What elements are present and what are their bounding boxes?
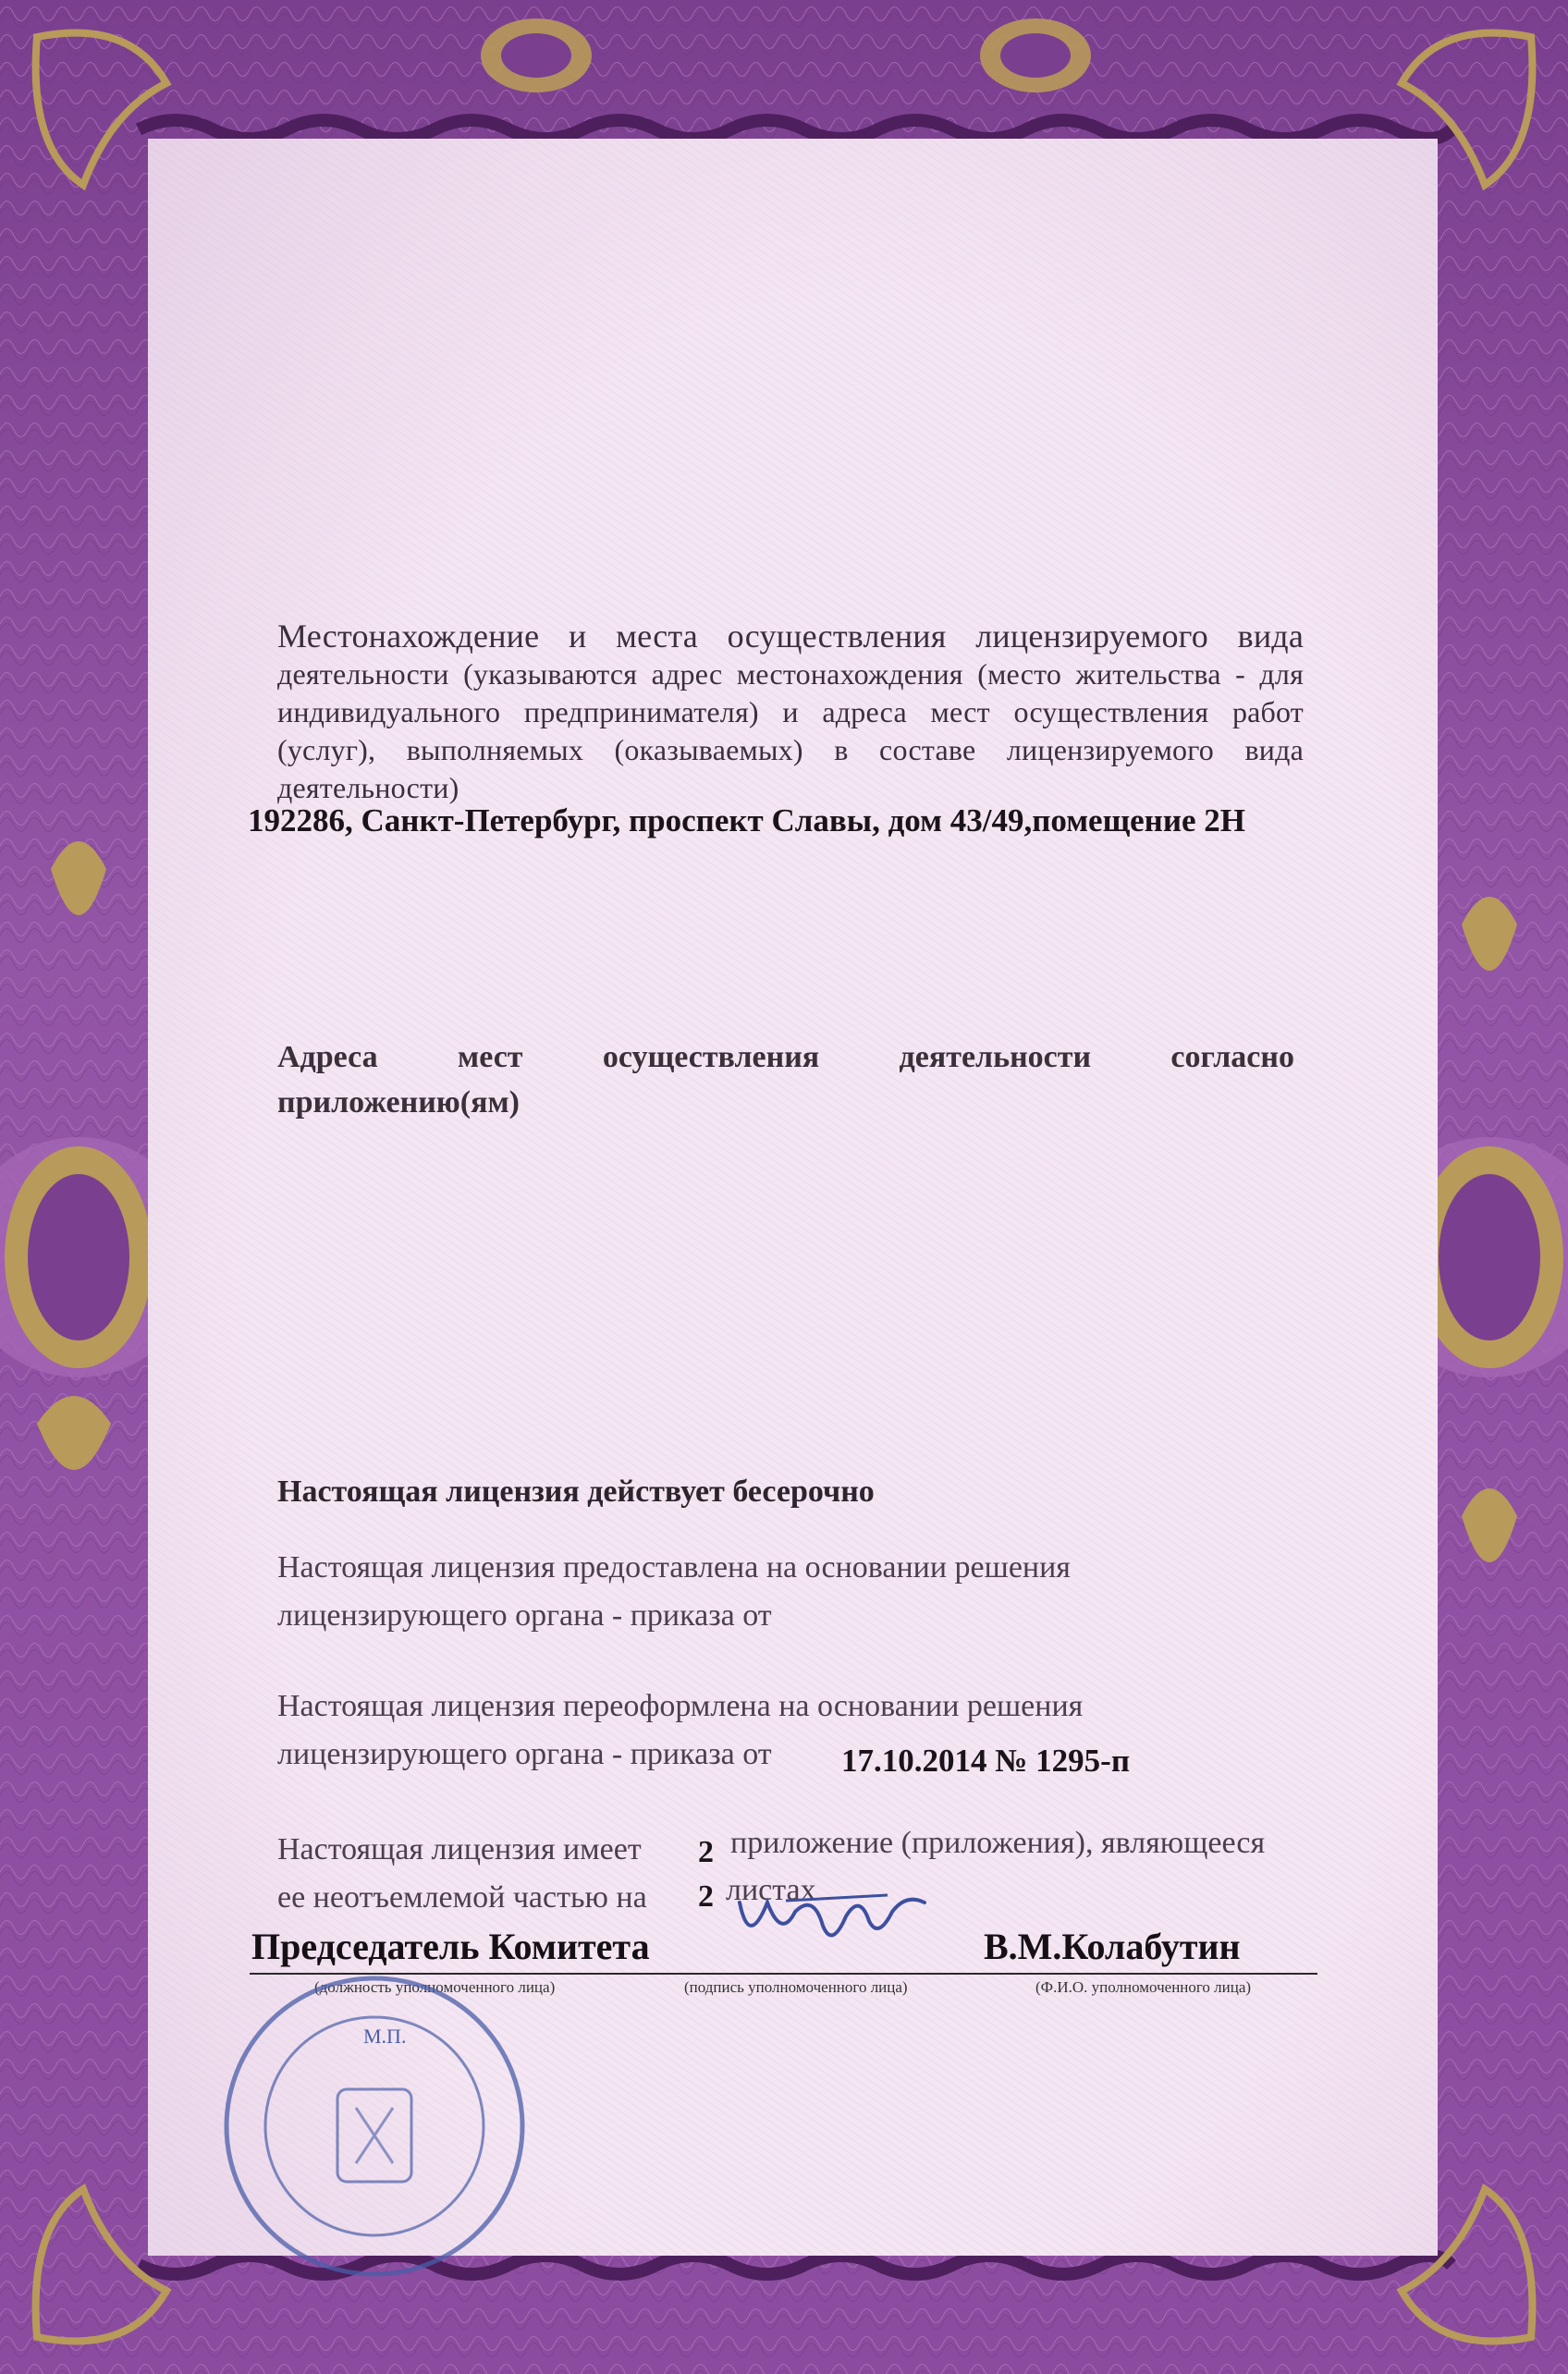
caption-position: (должность уполномоченного лица) xyxy=(314,1978,556,1996)
places-line2: приложению(ям) xyxy=(277,1085,520,1120)
location-heading-line1: Местонахождение и места осуществления лицензируемого вида xyxy=(277,618,1304,655)
official-stamp xyxy=(217,1969,532,2283)
basis-reissued-line2: лицензирующего органа - приказа от xyxy=(277,1737,772,1771)
places-line1: Адреса мест осуществления деятельности согласно xyxy=(277,1040,1294,1074)
location-heading-rest: деятельности (указываются адрес местонахождения (место жительства - для индивидуального предпринимателя) и адреса мест осуществления работ (услуг), выполняемых (оказываемых) в составе лицензируемого вида деятельности) xyxy=(277,657,1304,804)
reissue-order-number: 17.10.2014 № 1295-п xyxy=(841,1743,1130,1779)
license-validity: Настоящая лицензия действует бесерочно xyxy=(277,1475,875,1509)
attachments-line2: ее неотъемлемой частью на xyxy=(277,1880,647,1915)
basis-granted-line2: лицензирующего органа - приказа от xyxy=(277,1598,772,1633)
attachments-line2-rest: листах xyxy=(726,1873,816,1907)
attachments-sheets: 2 xyxy=(698,1879,714,1914)
signatory-name: В.М.Колабутин xyxy=(984,1926,1241,1967)
location-heading xyxy=(277,618,1304,807)
handwritten-signature xyxy=(730,1884,934,1958)
attachments-line1-rest: приложение (приложения), являющееся xyxy=(730,1826,1266,1860)
basis-granted-line1: Настоящая лицензия предоставлена на основании решения xyxy=(277,1550,1071,1585)
attachments-info xyxy=(277,1826,647,1922)
attachments-line1: Настоящая лицензия имеет xyxy=(277,1832,642,1866)
caption-signature: (подпись уполномоченного лица) xyxy=(684,1978,908,1996)
license-address: 192286, Санкт-Петербург, проспект Славы, дом 43/49,помещение 2Н xyxy=(248,802,1246,838)
places-of-activity xyxy=(277,1034,1294,1125)
basis-granted xyxy=(277,1544,1071,1640)
seal-place-label: М.П. xyxy=(363,2025,407,2048)
attachments-count: 2 xyxy=(698,1835,714,1869)
signatory-position: Председатель Комитета xyxy=(251,1926,650,1967)
caption-name: (Ф.И.О. уполномоченного лица) xyxy=(1035,1978,1252,1996)
basis-reissued-line1: Настоящая лицензия переоформлена на основании решения xyxy=(277,1689,1084,1723)
